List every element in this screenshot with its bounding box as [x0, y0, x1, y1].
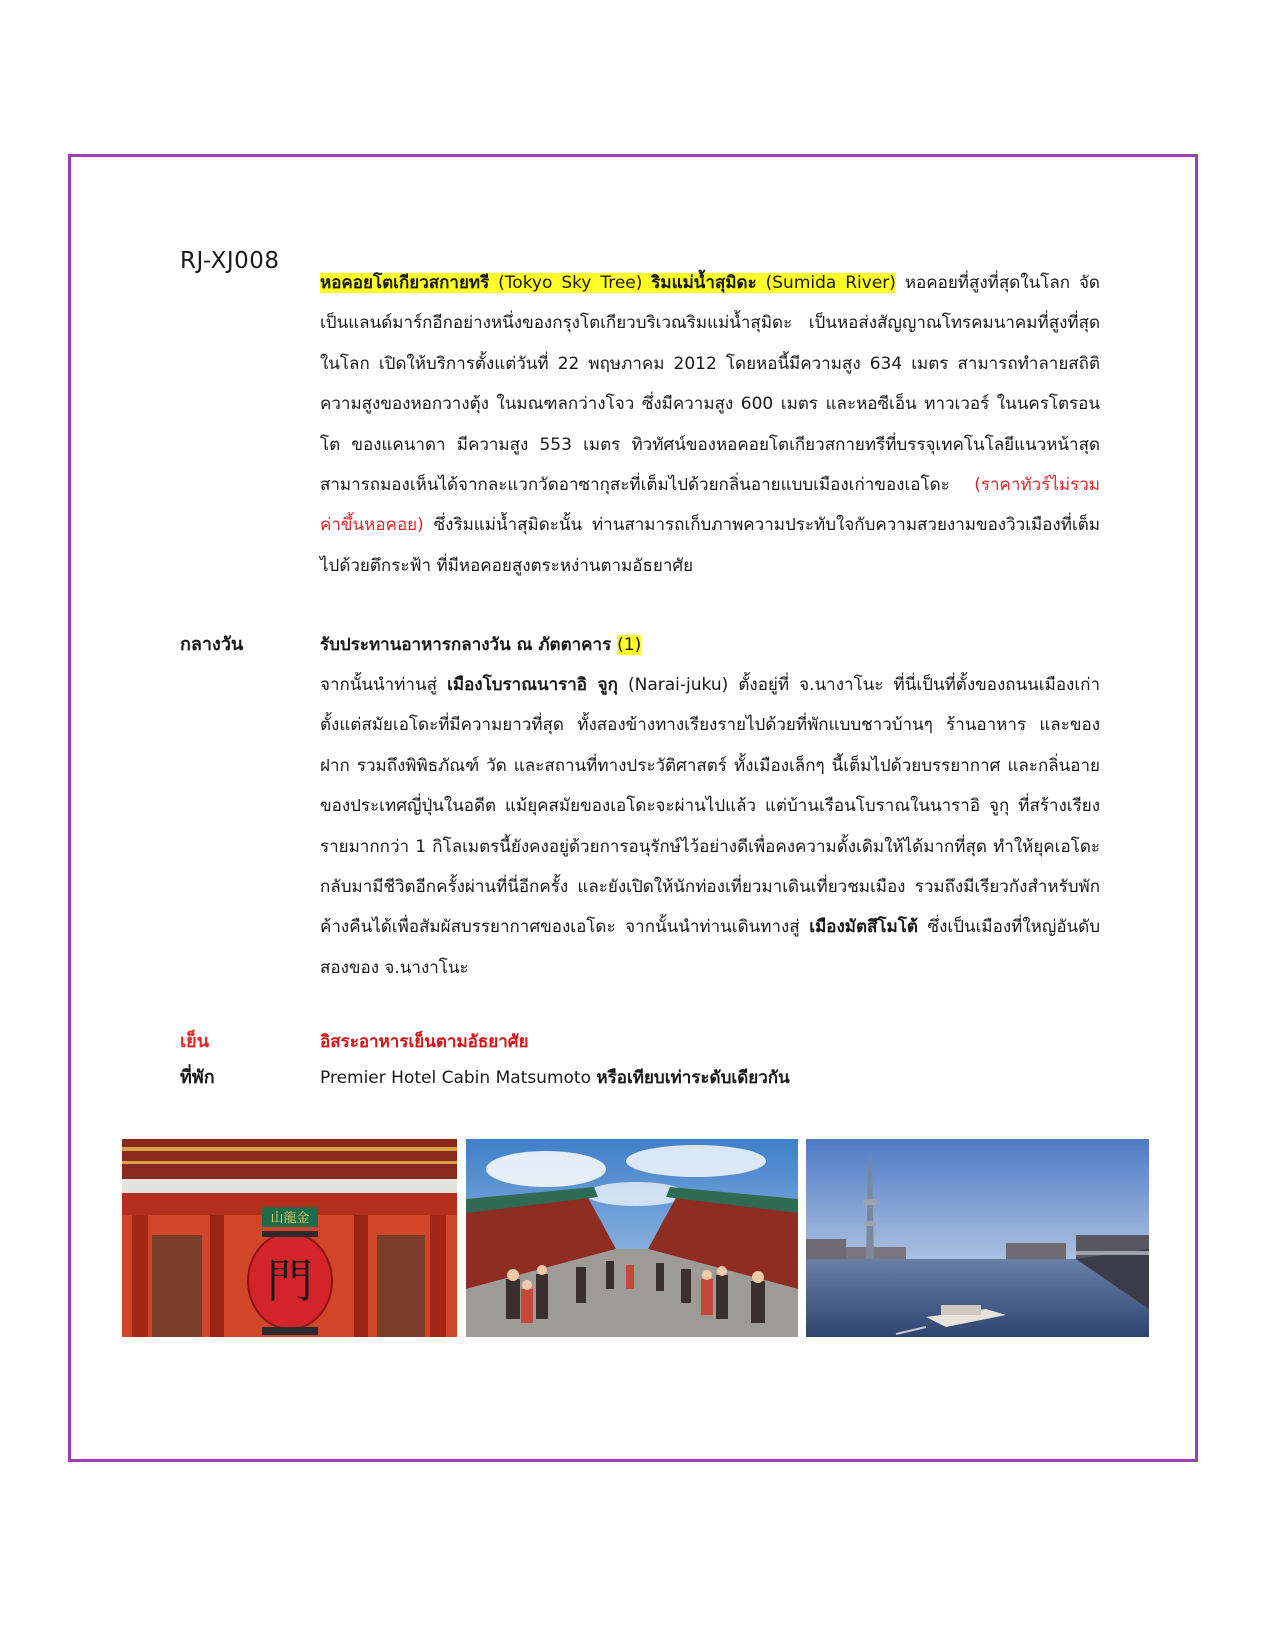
lantern-char: 門 — [267, 1254, 313, 1308]
skytree-price-note: (ราคาทัวร์ไม่รวมค่าขึ้นหอคอย) — [320, 475, 1100, 536]
narai-body-3: ซึ่งเป็นเมืองที่ใหญ่อันดับสองของ จ.นางาโนะ — [320, 917, 1100, 978]
photo-sumida-skytree — [806, 1139, 1149, 1337]
narai-body-1: จากนั้นนำท่านสู่ — [320, 675, 448, 695]
hotel-name: Premier Hotel Cabin Matsumoto — [320, 1068, 597, 1088]
matsumoto-place: เมืองมัตสึโมโต้ — [809, 917, 918, 938]
lunch-label: กลางวัน — [180, 634, 244, 655]
narai-body-2: (Narai-juku) ตั้งอยู่ที่ จ.นางาโนะ ที่นี่เป็นที่ตั้งของถนนเมืองเก่าตั้งแต่สมัยเอโดะที่มีความยาวที่สุด ทั้งสองข้างทางเรียงรายไปด้วยที่พักแบบชาวบ้านๆ ร้านอาหาร และของฝาก รวมถึงพิพิธภัณฑ์ วัด และสถานที่ทางประวัติศาสตร์ ทั้งเมืองเล็กๆ นี้เต็มไปด้วยบรรยากาศ และกลิ่นอายของประเทศญี่ปุ่นในอดีต แม้ยุคสมัยของเอโดะจะผ่านไปแล้ว แต่บ้านเรือนโบราณในนาราอิ จูกุ ที่สร้างเรียงรายมากกว่า 1 กิโลเมตรนี้ยังคงอยู่ด้วยการอนุรักษ์ไว้อย่างดีเพื่อคงความดั้งเดิมให้ได้มากที่สุด ทำให้ยุคเอโดะกลับมามีชีวิตอีกครั้งผ่านที่นี่อีกครั้ง และยังเปิดให้นักท่องเที่ยวมาเดินเที่ยวชมเมือง รวมถึงมีเรียวกังสำหรับพักค้างคืนได้เพื่อสัมผัสบรรยากาศของเอโดะ จากนั้นนำท่านเดินทางสู่ — [320, 675, 1100, 938]
hotel-label: ที่พัก — [180, 1067, 215, 1088]
skytree-title-th: หอคอยโตเกียวสกายทรี — [320, 273, 490, 293]
meal-number: (1) — [617, 635, 642, 655]
hotel-equivalent: หรือเทียบเท่าระดับเดียวกัน — [596, 1068, 790, 1088]
skytree-paragraph — [320, 263, 1100, 586]
photo-kaminarimon — [122, 1139, 457, 1337]
skytree-title-en: (Tokyo Sky Tree) — [489, 273, 652, 293]
lunch-title: รับประทานอาหารกลางวัน ณ ภัตตาคาร — [320, 635, 618, 655]
skytree-body-2: ซึ่งริมแม่น้ำสุมิดะนั้น ท่านสามารถเก็บภาพความประทับใจกับความสวยงามของวิวเมืองที่เต็มไปด้วยตึกระฟ้า ที่มีหอคอยสูงตระหง่านตามอัธยาศัย — [320, 515, 1100, 576]
tour-code: RJ-XJ008 — [180, 248, 280, 274]
dinner-text: อิสระอาหารเย็นตามอัธยาศัย — [320, 1032, 529, 1052]
narai-paragraph — [320, 665, 1100, 988]
photo-nakamise — [466, 1139, 798, 1337]
sumida-title-th: ริมแม่น้ำสุมิดะ — [651, 273, 757, 293]
sumida-title-en: (Sumida River) — [756, 273, 896, 293]
skytree-body-1: หอคอยที่สูงที่สุดในโลก จัดเป็นแลนด์มาร์กอีกอย่างหนึ่งของกรุงโตเกียวบริเวณริมแม่น้ำสุมิดะ เป็นหอส่งสัญญาณโทรคมนาคมที่สูงที่สุดในโลก เปิดให้บริการตั้งแต่วันที่ 22 พฤษภาคม 2012 โดยหอนี้มีความสูง 634 เมตร สามารถทำลายสถิติความสูงของหอกวางตุ้ง ในมณฑลกว่างโจว ซึ่งมีความสูง 600 เมตร และหอซีเอ็น ทาวเวอร์ ในนครโตรอนโต ของแคนาดา มีความสูง 553 เมตร ทิวทัศน์ของหอคอยโตเกียวสกายทรีที่บรรจุเทคโนโลยีแนวหน้าสุด สามารถมองเห็นได้จากละแวกวัดอาซากุสะที่เต็มไปด้วยกลิ่นอายแบบเมืองเก่าของเอโดะ — [320, 273, 1100, 496]
dinner-label: เย็น — [180, 1031, 210, 1052]
narai-place: เมืองโบราณนาราอิ จูกุ — [447, 675, 618, 695]
hotel-text — [320, 1058, 1100, 1098]
sign-text: 山龍金 — [270, 1211, 310, 1226]
lunch-content — [320, 625, 1100, 988]
